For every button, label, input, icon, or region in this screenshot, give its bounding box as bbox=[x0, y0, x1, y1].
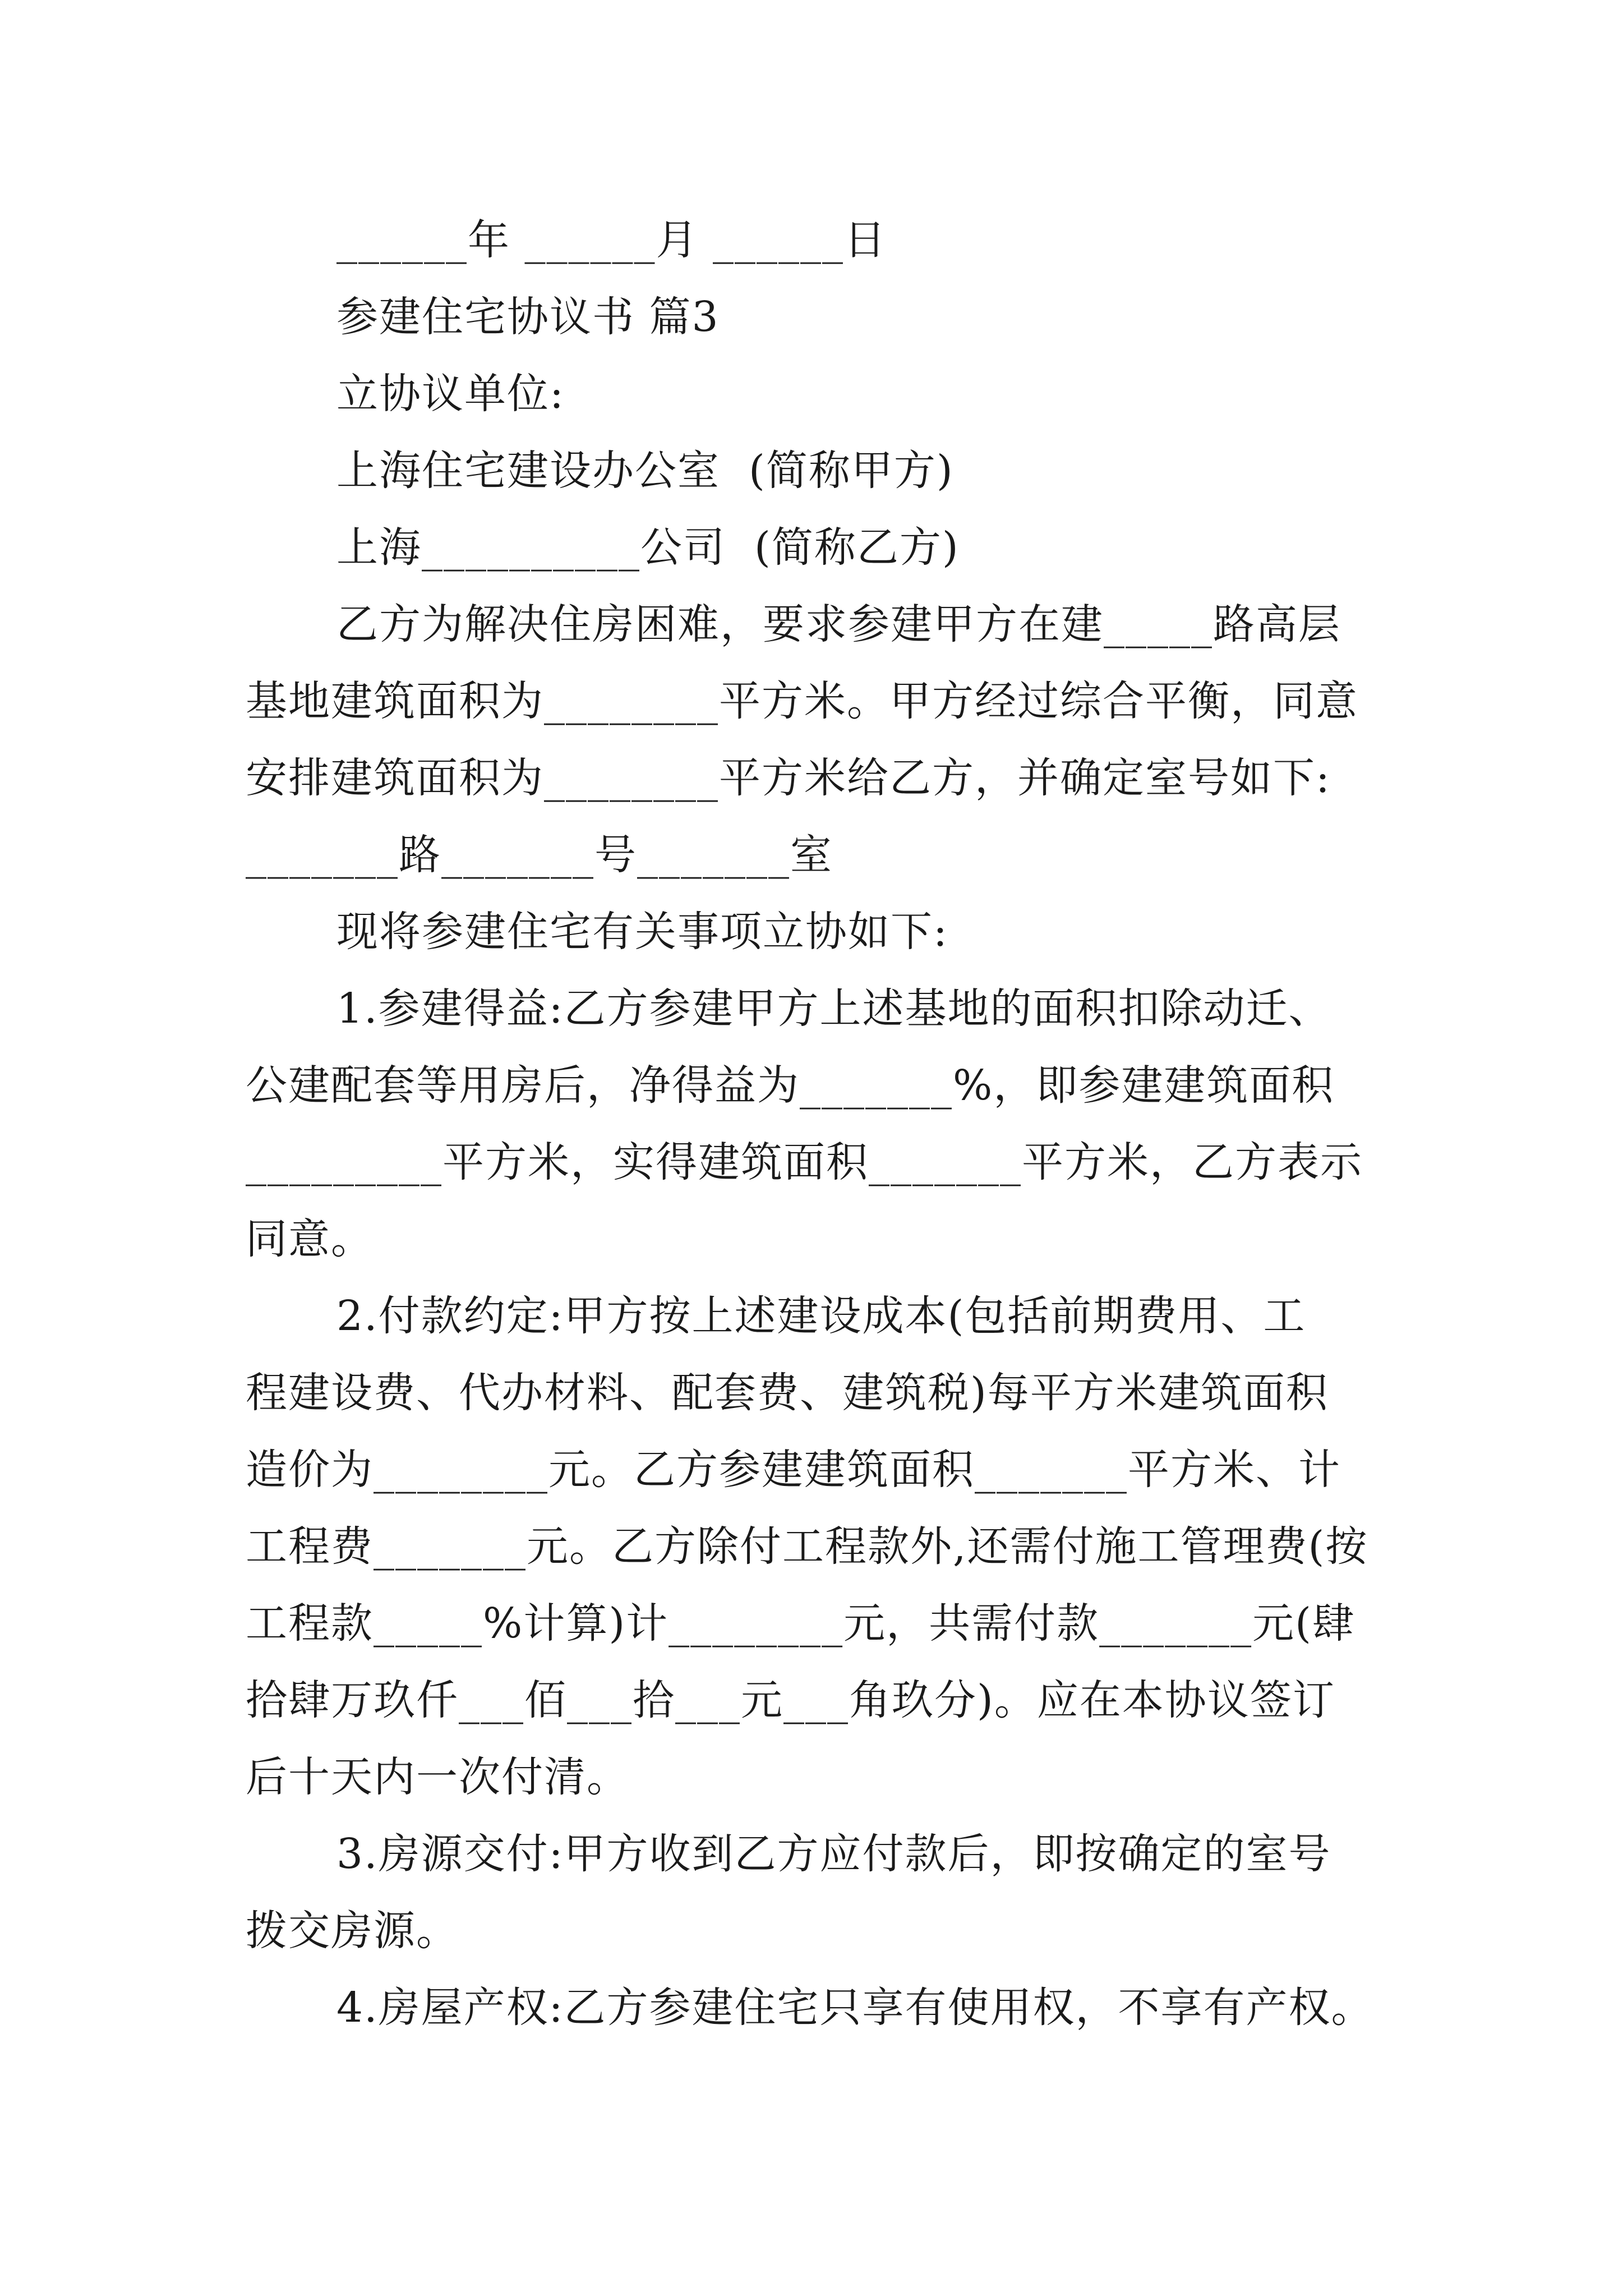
clause-line: 后十天内一次付清。 bbox=[246, 1753, 629, 1801]
party-b: 上海__________公司 (简称乙方) bbox=[336, 523, 960, 572]
clause-3 bbox=[246, 1816, 1390, 1970]
clause-4 bbox=[246, 1970, 1390, 2046]
clause-line: 公建配套等用房后，净得益为_______%，即参建建筑面积 bbox=[246, 1061, 1335, 1110]
intro-paragraph bbox=[246, 586, 1390, 894]
intro-line: _______路_______号_______室 bbox=[246, 831, 833, 879]
party-label: 立协议单位: bbox=[336, 370, 565, 418]
clause-line: 1.参建得益:乙方参建甲方上述基地的面积扣除动迁、 bbox=[336, 984, 1331, 1033]
clause-line: 同意。 bbox=[246, 1215, 374, 1263]
date-line: ______年 ______月 ______日 bbox=[336, 216, 887, 264]
clause-line: _________平方米，实得建筑面积_______平方米，乙方表示 bbox=[246, 1138, 1363, 1186]
intro-line: 乙方为解决住房困难，要求参建甲方在建_____路高层 bbox=[336, 600, 1341, 648]
intro-line: 安排建筑面积为________平方米给乙方，并确定室号如下: bbox=[246, 754, 1331, 802]
clause-1 bbox=[246, 970, 1390, 1278]
clause-line: 拨交房源。 bbox=[246, 1907, 459, 1955]
intro-line: 基地建筑面积为________平方米。甲方经过综合平衡，同意 bbox=[246, 677, 1358, 725]
clause-line: 4.房屋产权:乙方参建住宅只享有使用权，不享有产权。 bbox=[336, 1984, 1374, 2032]
party-a: 上海住宅建设办公室 (简称甲方) bbox=[336, 447, 954, 495]
section-title: 参建住宅协议书 篇3 bbox=[336, 293, 720, 341]
clause-line: 工程款_____%计算)计________元，共需付款_______元(肆 bbox=[246, 1599, 1355, 1648]
clause-line: 2.付款约定:甲方按上述建设成本(包括前期费用、工 bbox=[336, 1292, 1306, 1340]
clause-line: 拾肆万玖仟___佰___拾___元___角玖分)。应在本协议签订 bbox=[246, 1676, 1335, 1724]
clause-2 bbox=[246, 1278, 1390, 1816]
clause-line: 3.房源交付:甲方收到乙方应付款后，即按确定的室号 bbox=[336, 1830, 1331, 1878]
lead-line: 现将参建住宅有关事项立协如下: bbox=[336, 908, 948, 956]
document-page bbox=[246, 202, 1390, 2046]
clause-line: 程建设费、代办材料、配套费、建筑税)每平方米建筑面积 bbox=[246, 1369, 1329, 1417]
clause-line: 工程费_______元。乙方除付工程款外,还需付施工管理费(按 bbox=[246, 1522, 1368, 1571]
clause-line: 造价为________元。乙方参建建筑面积_______平方米、计 bbox=[246, 1446, 1341, 1494]
